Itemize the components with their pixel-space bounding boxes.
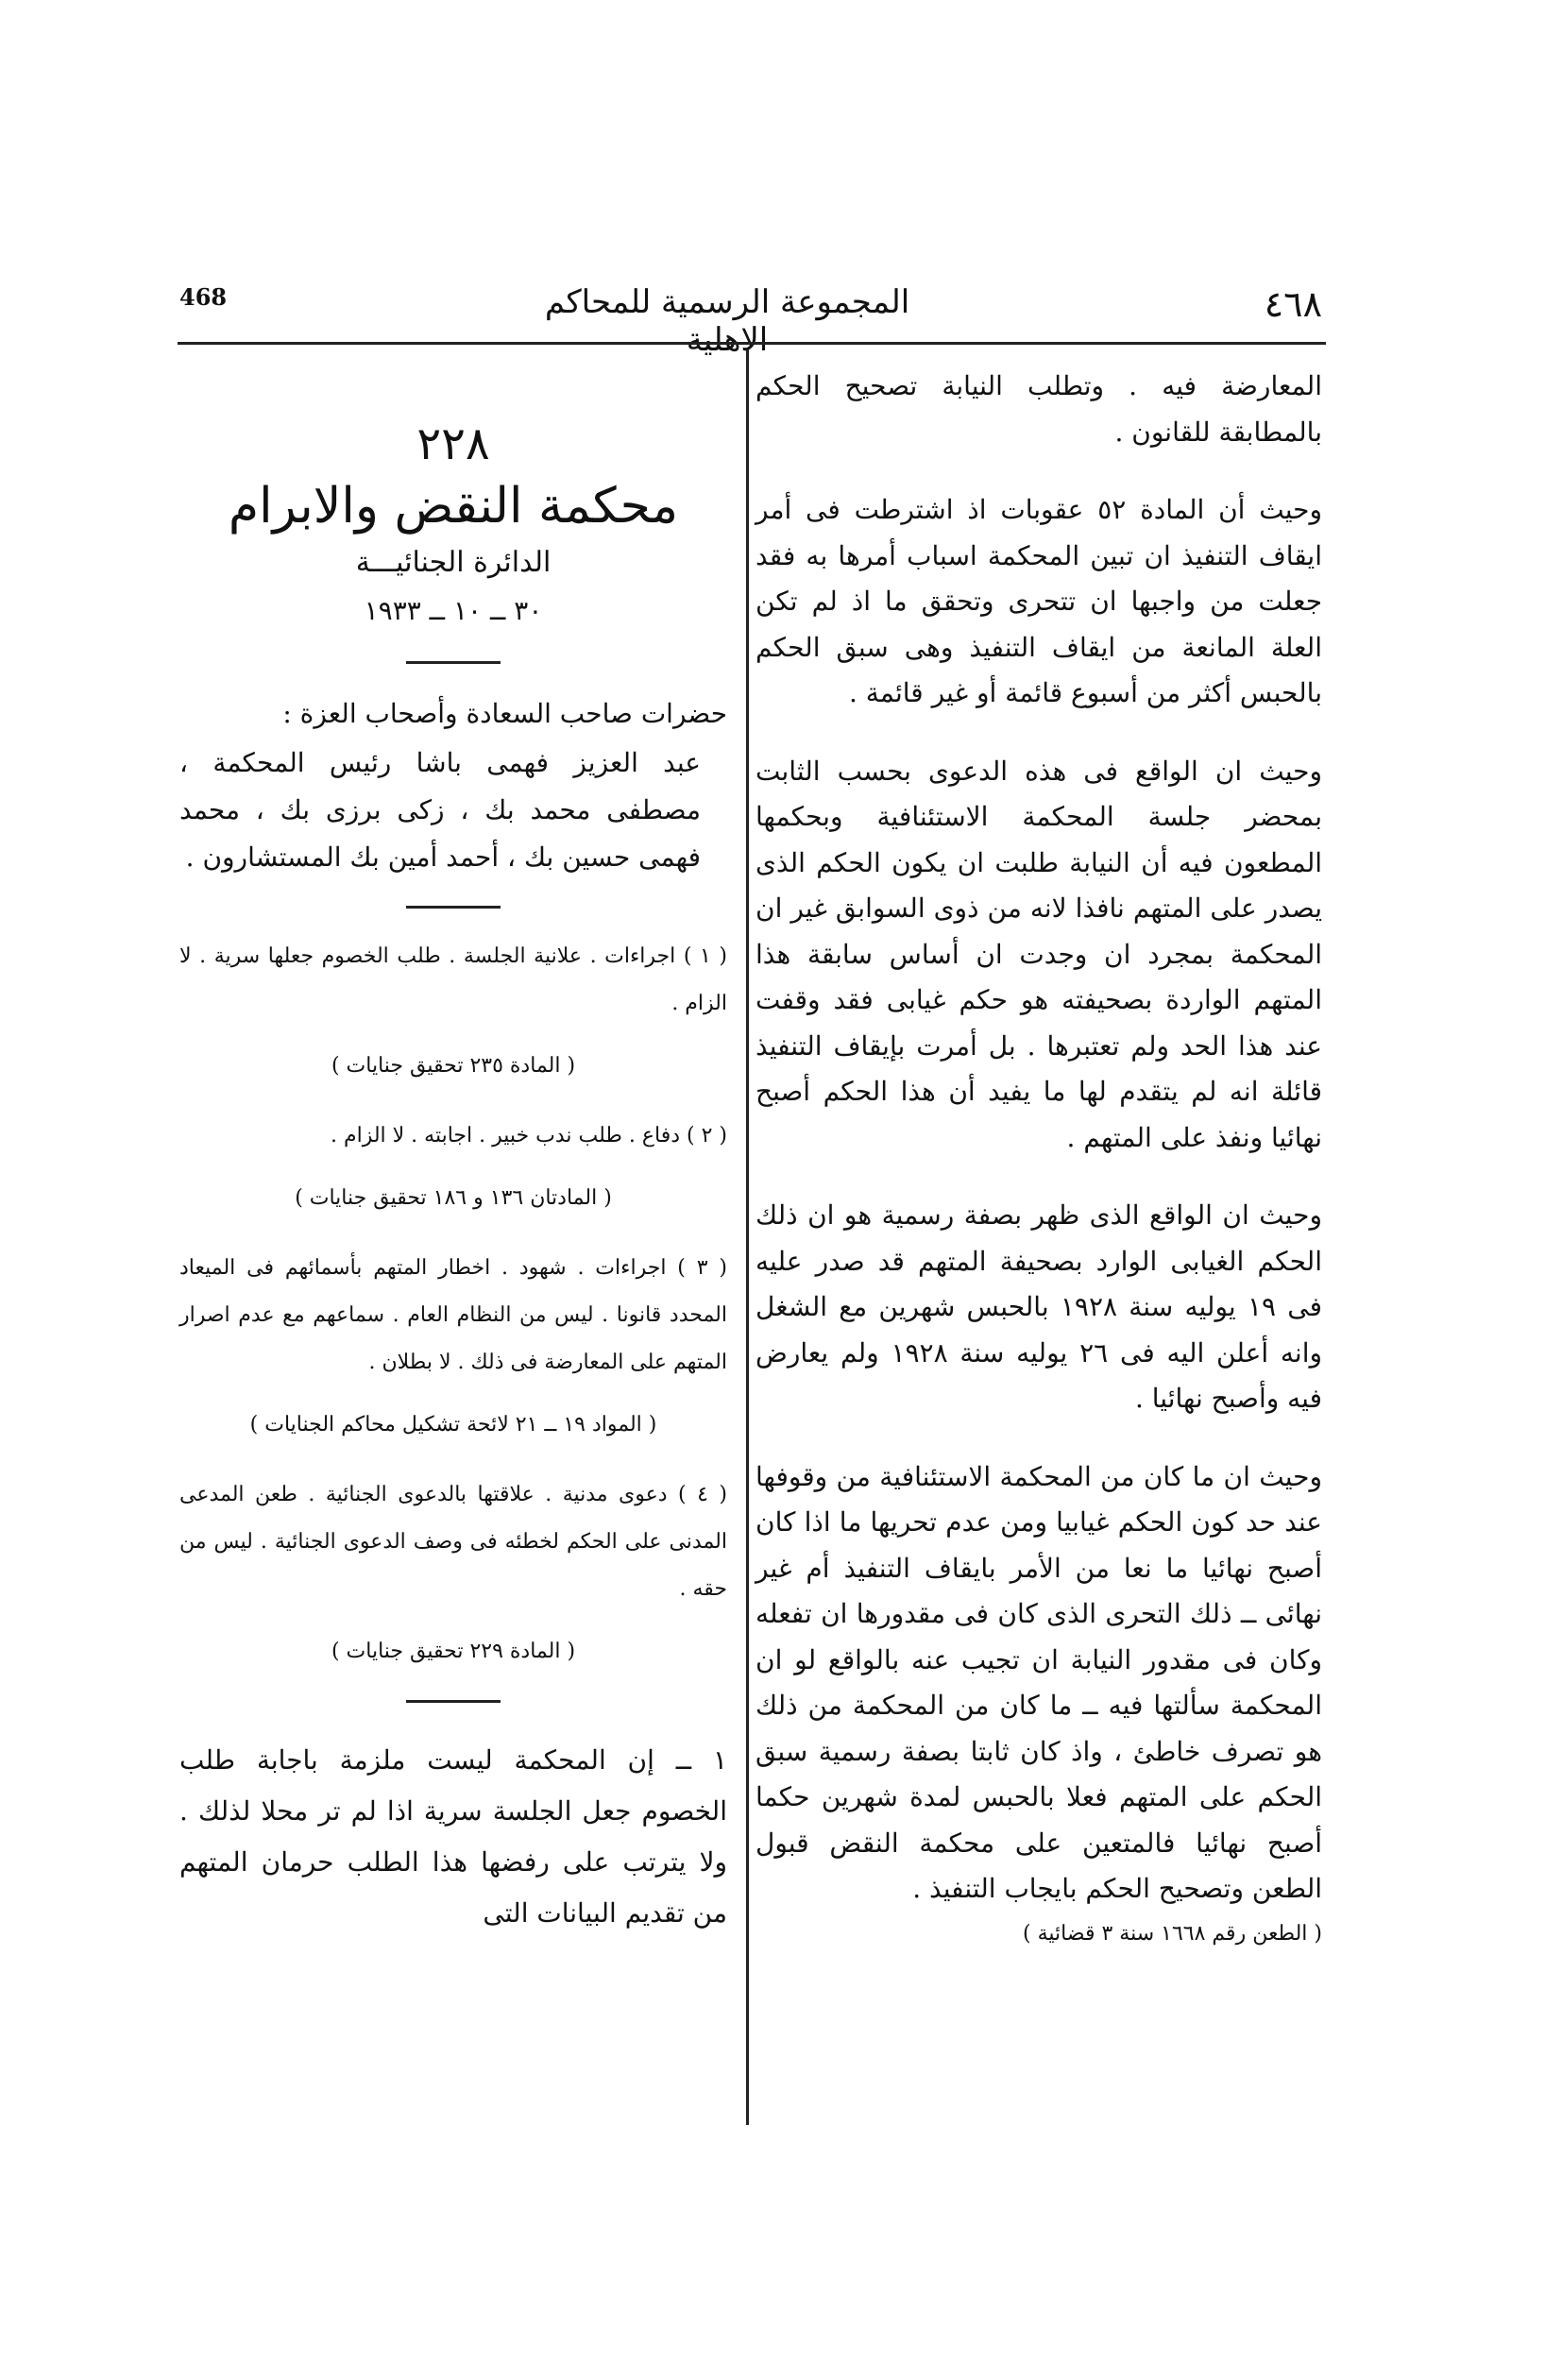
session-date: ٣٠ ــ ١٠ ــ ١٩٣٣ (364, 595, 543, 626)
divider (406, 1700, 501, 1703)
headnote-reference: ( المادتان ١٣٦ و ١٨٦ تحقيق جنايات ) (295, 1186, 612, 1210)
header-rule (178, 342, 1326, 345)
appeal-citation: ( الطعن رقم ١٦٦٨ سنة ٣ قضائية ) (1023, 1921, 1322, 1946)
running-title: المجموعة الرسمية للمحاكم الاهلية (544, 283, 910, 359)
right-column (756, 364, 1322, 1950)
paragraph: وحيث ان ما كان من المحكمة الاستئنافية من وقوفها عند حد كون الحكم غيابيا ومن عدم تحريها ما اذا كان أصبح نهائيا ما نعا من الأمر بايقاف التنفيذ أم غير نهائى ــ ذلك التحرى الذى كان فى مقدورها ان تفعله وكان فى مقدور النيابة ان تجيب عنه بالواقع لو ان المحكمة سألتها فيه ــ ما كان من المحكمة من ذلك هو تصرف خاطئ ، واذ كان ثابتا بصفة رسمية سبق الحكم على المتهم فعلا بالحبس لمدة شهرين حكما أصبح نهائيا فالمتعين على محكمة النقض قبول الطعن وتصحيح الحكم بايجاب التنفيذ . (756, 1460, 1322, 1904)
case-number: ٢٢٨ (416, 417, 490, 470)
headnote: ( ٣ ) اجراءات . شهود . اخطار المتهم بأسمائهم فى الميعاد المحدد قانونا . ليس من النظام العام . سماعهم مع عدم اصرار المتهم على المعارضة فى ذلك . لا بطلان . (179, 1256, 727, 1374)
headnote: ( ٢ ) دفاع . طلب ندب خبير . اجابته . لا الزام . (330, 1124, 727, 1148)
headnote: ( ١ ) اجراءات . علانية الجلسة . طلب الخصوم جعلها سرية . لا الزام . (179, 944, 728, 1015)
presence-intro: حضرات صاحب السعادة وأصحاب العزة : (282, 698, 727, 729)
paragraph: وحيث أن المادة ٥٢ عقوبات اذ اشترطت فى أمر ايقاف التنفيذ ان تبين المحكمة اسباب أمرها به فقد جعلت من واجبها ان تتحرى وتحقق ما اذ لم تكن العلة المانعة من ايقاف التنفيذ وهى سبق الحكم بالحبس أكثر من أسبوع قائمة أو غير قائمة . (756, 494, 1323, 708)
headnote-reference: ( المادة ٢٢٩ تحقيق جنايات ) (331, 1640, 576, 1663)
circuit-name: الدائرة الجنائيـــة (355, 546, 552, 579)
paragraph: وحيث ان الواقع الذى ظهر بصفة رسمية هو ان ذلك الحكم الغيابى الوارد بصحيفة المتهم قد صدر عليه فى ١٩ يوليه سنة ١٩٢٨ بالحبس شهرين مع الشغل وانه أعلن اليه فى ٢٦ يوليه سنة ١٩٢٨ ولم يعارض فيه وأصبح نهائيا . (756, 1199, 1322, 1414)
court-name: محكمة النقض والابرام (228, 478, 679, 535)
headnote: ( ٤ ) دعوى مدنية . علاقتها بالدعوى الجنائية . طعن المدعى المدنى على الحكم لخطئه فى وصف الدعوى الجنائية . ليس من حقه . (179, 1483, 727, 1601)
divider (406, 906, 501, 909)
headnote-reference: ( المواد ١٩ ــ ٢١ لائحة تشكيل محاكم الجنايات ) (249, 1413, 657, 1436)
page-number-latin: 468 (179, 283, 228, 311)
headnote-reference: ( المادة ٢٣٥ تحقيق جنايات ) (331, 1054, 576, 1078)
paragraph: وحيث ان الواقع فى هذه الدعوى بحسب الثابت بمحضر جلسة المحكمة الاستئنافية وبحكمها المطعون فيه أن النيابة طلبت ان يكون الحكم الذى يصدر على المتهم نافذا لانه من ذوى السوابق غير ان المحكمة بمجرد ان وجدت ان أساس سابقة هذا المتهم الواردة بصحيفته هو حكم غيابى فقد وقفت عند هذا الحد ولم تعتبرها . بل أمرت بإيقاف التنفيذ قائلة انه لم يتقدم لها ما يفيد أن هذا الحكم أصبح نهائيا ونفذ على المتهم . (756, 755, 1322, 1153)
judges-list: عبد العزيز فهمى باشا رئيس المحكمة ، مصطفى محمد بك ، زكى برزى بك ، محمد فهمى حسين بك ، أحمد أمين بك المستشارون . (179, 747, 701, 873)
page-number-arabic: ٤٦٨ (1264, 283, 1322, 325)
paragraph: المعارضة فيه . وتطلب النيابة تصحيح الحكم بالمطابقة للقانون . (756, 370, 1322, 448)
column-divider (746, 349, 749, 2125)
left-column (179, 416, 727, 1965)
divider (406, 661, 501, 664)
judgment-body-start: ١ ــ إن المحكمة ليست ملزمة باجابة طلب الخصوم جعل الجلسة سرية اذا لم تر محلا لذلك . ولا يترتب على رفضها هذا الطلب حرمان المتهم من تقديم البيانات التى (179, 1744, 727, 1929)
